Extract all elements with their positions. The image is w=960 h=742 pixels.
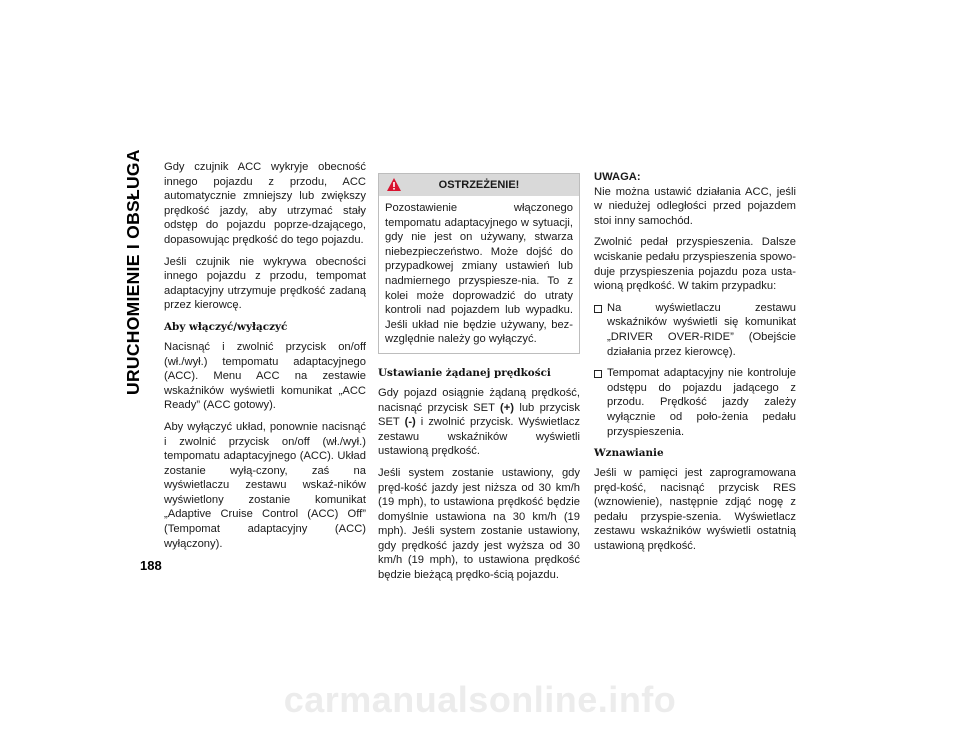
column-left bbox=[164, 160, 366, 558]
warning-header bbox=[379, 174, 579, 196]
paragraph: Gdy czujnik ACC wykryje obecność innego pojazdu z przodu, ACC automatycznie zmniejszy lub zwiększy prędkość jazdy, aby utrzymać stały odstęp do pojazdu poprze-dzającego, dopasowując prędkość do tego pojazdu. bbox=[164, 161, 366, 246]
page-number: 188 bbox=[140, 558, 162, 573]
column-middle bbox=[378, 160, 580, 590]
heading-resume: Wznawianie bbox=[594, 447, 664, 460]
watermark: carmanualsonline.info bbox=[283, 679, 677, 720]
list-item-text: Tempomat adaptacyjny nie kontroluje odstępu do pojazdu jadącego z przodu. Prędkość jazdy zależy wyłącznie od poło-żenia pedału przyspieszenia. bbox=[607, 367, 796, 438]
note-text: Nie można ustawić działania ACC, jeśli w niedużej odległości przed pojazdem stoi inny samochód. bbox=[594, 185, 796, 227]
warning-text: Pozostawienie włączonego tempomatu adaptacyjnego w sytuacji, gdy nie jest on używany, stwarza niebezpieczeństwo. Może dojść do przypadkowej zmiany ustawień lub nadmiernego przyspiesze-nia. To z kolei może doprowadzić do utraty kontroli nad pojazdem lub wypadku. Jeśli układ nie będzie używany, bez-względnie należy go wyłączyć. bbox=[385, 202, 573, 346]
text-run: lub przycisk SET bbox=[378, 401, 580, 429]
warning-body bbox=[379, 196, 579, 353]
square-bullet-icon bbox=[594, 305, 602, 313]
text-run: i zwolnić przycisk. Wyświetlacz zestawu wskaźników wyświetli ustawioną prędkość. bbox=[378, 416, 580, 458]
paragraph bbox=[378, 386, 580, 459]
paragraph: Jeśli system zostanie ustawiony, gdy pręd-kość jazdy jest niższa od 30 km/h (19 mph), to ustawiona prędkość będzie domyślnie ustawiona na 30 km/h (19 mph). Jeśli system zostanie ustawiony, gdy prędkość jazdy jest wyższa od 30 km/h (19 mph), to ustawiona prędkość będzie bieżącą prędko-ścią pojazdu. bbox=[378, 466, 580, 582]
list-item bbox=[594, 301, 796, 359]
set-minus-label: (-) bbox=[404, 416, 416, 429]
warning-box bbox=[378, 173, 580, 354]
note-title: UWAGA: bbox=[594, 171, 641, 183]
list-item-text: Na wyświetlaczu zestawu wskaźników wyświetli się komunikat „DRIVER OVER-RIDE” (Obejście działania przez kierowcę). bbox=[607, 301, 796, 358]
list-item bbox=[594, 366, 796, 439]
warning-triangle-icon bbox=[386, 177, 402, 192]
square-bullet-icon bbox=[594, 370, 602, 378]
heading-set-speed: Ustawianie żądanej prędkości bbox=[378, 366, 551, 379]
column-right bbox=[594, 170, 796, 561]
paragraph: Zwolnić pedał przyspieszenia. Dalsze wciskanie pedału przyspieszenia spowo-duje przyspieszenia pojazdu poza usta-wioną prędkość. W takim przypadku: bbox=[594, 236, 796, 293]
paragraph: Nacisnąć i zwolnić przycisk on/off (wł./wył.) tempomatu adaptacyjnego (ACC). Menu ACC na zestawie wskaźników wyświetli komunikat „ACC Ready” (ACC gotowy). bbox=[164, 340, 366, 412]
paragraph: Jeśli czujnik nie wykrywa obecności innego pojazdu z przodu, tempomat adaptacyjny utrzymuje prędkość zadaną przez kierowcę. bbox=[164, 255, 366, 312]
bullet-list bbox=[594, 301, 796, 439]
paragraph: Jeśli w pamięci jest zaprogramowana pręd-kość, nacisnąć przycisk RES (wznowienie), następnie zdjąć nogę z pedału przyspie-szenia. Wyświetlacz zestawu wskaźników wyświetli ostatnią ustawioną prędkość. bbox=[594, 467, 796, 553]
set-plus-label: (+) bbox=[500, 401, 515, 414]
paragraph: Aby wyłączyć układ, ponownie nacisnąć i zwolnić przycisk on/off (wł./wył.) tempomatu adaptacyjnego (ACC). Układ zostanie wyłą-czony, zaś na wyświetlaczu zestawu wskaź-ników wyświetlony zostanie komunikat „Adaptive Cruise Control (ACC) Off” (Tempomat adaptacyjny (ACC) wyłączony). bbox=[164, 420, 366, 550]
text-run: Gdy pojazd osiągnie żądaną prędkość, nacisnąć przycisk SET bbox=[378, 386, 580, 414]
heading-on-off: Aby włączyć/wyłączyć bbox=[164, 320, 288, 333]
section-sidebar-title: URUCHOMIENIE I OBSŁUGA bbox=[123, 149, 143, 395]
warning-title: OSTRZEŻENIE! bbox=[438, 179, 520, 191]
